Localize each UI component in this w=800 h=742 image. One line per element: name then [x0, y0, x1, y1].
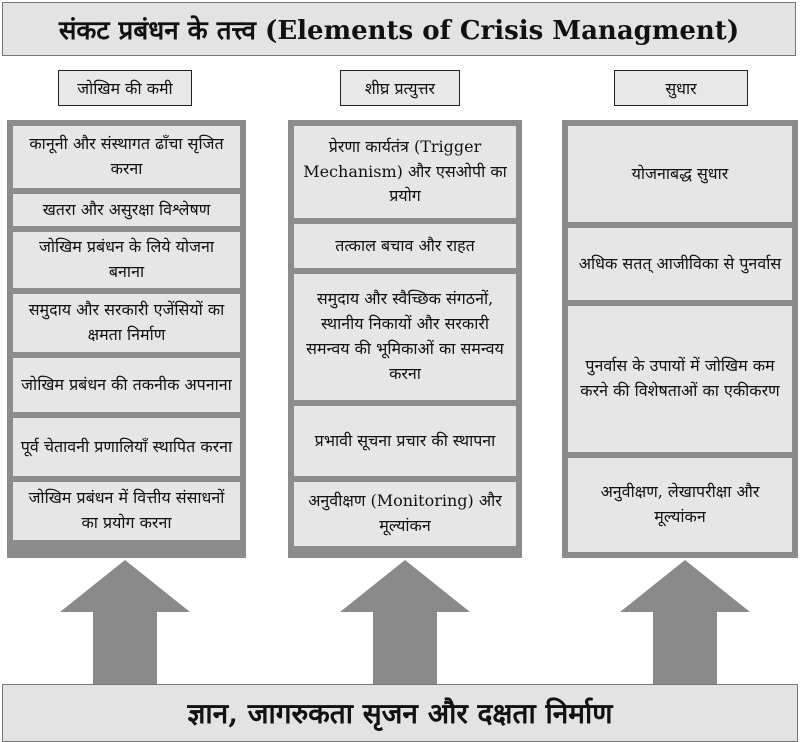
- improvement-item: योजनाबद्ध सुधार: [568, 126, 792, 222]
- up-arrow-icon: [340, 560, 470, 684]
- risk-reduction-item: समुदाय और सरकारी एजेंसियों का क्षमता निर्माण: [13, 294, 240, 352]
- risk-reduction-item: जोखिम प्रबंधन के लिये योजना बनाना: [13, 232, 240, 288]
- foundation-bar: ज्ञान, जागरुकता सृजन और दक्षता निर्माण: [2, 684, 798, 742]
- risk-reduction-item: जोखिम प्रबंधन में वित्तीय संसाधनों का प्रयोग करना: [13, 482, 240, 540]
- column-label-risk-reduction: जोखिम की कमी: [58, 70, 192, 106]
- improvement-item: पुनर्वास के उपायों में जोखिम कम करने की विशेषताओं का एकीकरण: [568, 306, 792, 452]
- up-arrow-icon: [60, 560, 190, 684]
- quick-response-item: समुदाय और स्वैच्छिक संगठनों, स्थानीय निकायों और सरकारी समन्वय की भूमिकाओं का समन्वय करना: [294, 274, 516, 400]
- up-arrow-icon: [620, 560, 750, 684]
- risk-reduction-item: पूर्व चेतावनी प्रणालियाँ स्थापित करना: [13, 418, 240, 476]
- column-label-improvement: सुधार: [614, 70, 748, 106]
- column-risk-reduction: [7, 120, 246, 558]
- quick-response-item: तत्काल बचाव और राहत: [294, 224, 516, 268]
- quick-response-item: प्रेरणा कार्यतंत्र (Trigger Mechanism) और एसओपी का प्रयोग: [294, 126, 516, 218]
- column-label-quick-response: शीघ्र प्रत्युत्तर: [340, 70, 460, 106]
- risk-reduction-item: खतरा और असुरक्षा विश्लेषण: [13, 194, 240, 226]
- column-quick-response: [288, 120, 522, 558]
- risk-reduction-item: जोखिम प्रबंधन की तकनीक अपनाना: [13, 358, 240, 412]
- diagram-title: संकट प्रबंधन के तत्त्व (Elements of Crisis Managment): [2, 2, 796, 56]
- improvement-item: अधिक सतत् आजीविका से पुनर्वास: [568, 228, 792, 300]
- quick-response-item: प्रभावी सूचना प्रचार की स्थापना: [294, 406, 516, 476]
- risk-reduction-item: कानूनी और संस्थागत ढाँचा सृजित करना: [13, 126, 240, 188]
- improvement-item: अनुवीक्षण, लेखापरीक्षा और मूल्यांकन: [568, 458, 792, 552]
- quick-response-item: अनुवीक्षण (Monitoring) और मूल्यांकन: [294, 482, 516, 546]
- column-improvement: [562, 120, 798, 558]
